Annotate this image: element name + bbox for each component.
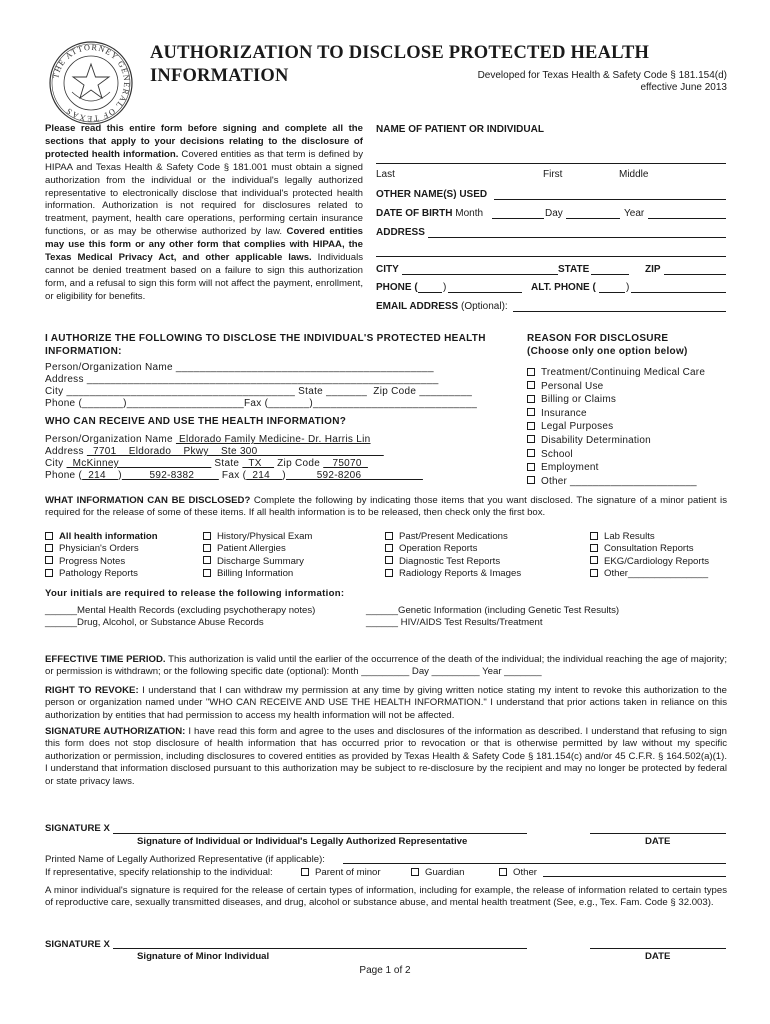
info-option[interactable]: Physician's Orders <box>45 543 158 555</box>
dob-label: DATE OF BIRTH Month <box>376 208 484 219</box>
form-subtitle-code: Developed for Texas Health & Safety Code § 181.154(d) <box>477 70 727 81</box>
address-field-2[interactable] <box>376 256 726 257</box>
receive-city-value: McKinney <box>66 458 212 469</box>
phone-number-field[interactable] <box>448 292 522 293</box>
info-option[interactable]: Lab Results <box>590 531 709 543</box>
city-label: CITY <box>376 264 399 275</box>
initials-mental-health[interactable]: ______Mental Health Records (excluding psychotherapy notes) <box>45 605 316 616</box>
checkbox-icon[interactable] <box>45 532 53 540</box>
initials-drug-alcohol[interactable]: ______Drug, Alcohol, or Substance Abuse Records <box>45 617 264 628</box>
info-option[interactable]: EKG/Cardiology Reports <box>590 556 709 568</box>
relationship-parent[interactable]: Parent of minor <box>301 867 381 879</box>
checkbox-icon[interactable] <box>499 868 507 876</box>
info-option[interactable]: Other_______________ <box>590 568 709 580</box>
page-number: Page 1 of 2 <box>359 965 411 976</box>
authorize-city-line[interactable]: City _______________________________________ State _______ Zip Code _________ <box>45 386 473 397</box>
reason-option-personal[interactable]: Personal Use <box>527 380 737 394</box>
intro-text-2: Individuals cannot be denied treatment based on a failure to sign this authorization form, and a refusal to sign this form will not affect the payment, enrollment, or eligibility for benefits. <box>45 252 364 302</box>
checkbox-icon[interactable] <box>590 544 598 552</box>
checkbox-icon[interactable] <box>527 435 535 443</box>
state-field[interactable] <box>591 274 629 275</box>
receive-fax-area: 214 <box>246 470 283 481</box>
address-field[interactable] <box>428 237 726 238</box>
signature-label: SIGNATURE X <box>45 823 110 834</box>
minor-signature-line[interactable] <box>113 948 527 949</box>
checkbox-icon[interactable] <box>527 476 535 484</box>
form-title: AUTHORIZATION TO DISCLOSE PROTECTED HEALTH INFORMATION <box>150 43 650 87</box>
phone-close-paren: ) <box>443 282 447 293</box>
checkbox-icon[interactable] <box>203 532 211 540</box>
info-option[interactable]: Consultation Reports <box>590 543 709 555</box>
initials-genetic[interactable]: ______Genetic Information (including Genetic Test Results) <box>366 605 620 616</box>
attorney-general-seal <box>48 40 134 126</box>
patient-name-line[interactable] <box>376 163 726 164</box>
phone-area-field[interactable] <box>418 292 442 293</box>
info-option[interactable]: Radiology Reports & Images <box>385 568 521 580</box>
reason-subheading: (Choose only one option below) <box>527 346 688 357</box>
minor-signature-date-line[interactable] <box>590 948 726 949</box>
checkbox-icon[interactable] <box>45 544 53 552</box>
initials-heading: Your initials are required to release the following information: <box>45 588 345 599</box>
dob-day-field[interactable] <box>566 218 620 219</box>
checkbox-icon[interactable] <box>45 569 53 577</box>
dob-day-label: Day <box>545 208 563 219</box>
intro-paragraph <box>45 123 363 304</box>
checkbox-icon[interactable] <box>527 368 535 376</box>
initials-hiv[interactable]: ______ HIV/AIDS Test Results/Treatment <box>366 617 543 628</box>
dob-year-field[interactable] <box>648 218 726 219</box>
info-option[interactable]: Operation Reports <box>385 543 521 555</box>
checkbox-icon[interactable] <box>385 532 393 540</box>
phone-label: PHONE ( <box>376 282 418 293</box>
minor-note-paragraph: A minor individual's signature is required for the release of certain types of information, including for example, the release of information related to certain types of reproductive care, sexually transmitted diseases, and drug, alcohol or substance abuse, and mental health treatment (See, e.g., Tex. Fam. Code § 32.003). <box>45 885 727 909</box>
checkbox-icon[interactable] <box>527 395 535 403</box>
reason-option-disability[interactable]: Disability Determination <box>527 434 737 448</box>
receive-heading: WHO CAN RECEIVE AND USE THE HEALTH INFORMATION? <box>45 416 347 427</box>
info-option[interactable]: Discharge Summary <box>203 556 312 568</box>
checkbox-icon[interactable] <box>527 381 535 389</box>
printed-name-label: Printed Name of Legally Authorized Representative (if applicable): <box>45 854 325 865</box>
intro-text-1: Covered entities as that term is defined by HIPAA and Texas Health & Safety Code § 181.001 must obtain a signed authorization from the individual or the individual's legally authorized representative to electronically disclose that individual's protected health information. Authorization is not required for disclosures related to treatment, payment, health care operations, performing certain insurance functions, or as may be otherwise authorized by law. <box>45 148 363 238</box>
info-option-all[interactable]: All health information <box>45 531 158 543</box>
reason-option-school[interactable]: School <box>527 448 737 462</box>
checkbox-icon[interactable] <box>527 449 535 457</box>
info-option[interactable]: Past/Present Medications <box>385 531 521 543</box>
printed-name-field[interactable] <box>343 863 726 864</box>
zip-label: ZIP <box>645 264 661 275</box>
what-info-paragraph: WHAT INFORMATION CAN BE DISCLOSED? Complete the following by indicating those items that you want disclosed. The signature of a minor patient is required for the release of some of these items. If all health information is to be released, then check only the first box. <box>45 495 727 519</box>
receive-zip-value: 75070 <box>323 458 368 469</box>
checkbox-icon[interactable] <box>203 544 211 552</box>
checkbox-icon[interactable] <box>385 544 393 552</box>
relationship-guardian[interactable]: Guardian <box>411 867 464 879</box>
checkbox-icon[interactable] <box>203 556 211 564</box>
info-option[interactable]: History/Physical Exam <box>203 531 312 543</box>
zip-field[interactable] <box>664 274 726 275</box>
checkbox-icon[interactable] <box>590 556 598 564</box>
info-option[interactable]: Patient Allergies <box>203 543 312 555</box>
checkbox-icon[interactable] <box>590 569 598 577</box>
info-option[interactable]: Pathology Reports <box>45 568 158 580</box>
first-name-label: First <box>543 169 563 180</box>
reason-heading: REASON FOR DISCLOSURE <box>527 333 669 344</box>
relationship-label: If representative, specify relationship to the individual: <box>45 867 273 878</box>
minor-signature-date-label: DATE <box>645 951 671 962</box>
receive-name-line[interactable]: Person/Organization Name Eldorado Family Medicine- Dr. Harris Lin <box>45 434 371 445</box>
email-field[interactable] <box>513 311 726 312</box>
relationship-other-field[interactable] <box>543 876 726 877</box>
alt-phone-close-paren: ) <box>626 282 630 293</box>
receive-phone-number: 592-8382 <box>121 470 219 481</box>
effective-period-paragraph: EFFECTIVE TIME PERIOD. This authorization is valid until the earlier of the occurrence of the death of the individual; the individual reaching the age of majority; or permission is withdrawn; or the following specific date (optional): Month _________ Day _________ Year _______ <box>45 654 727 678</box>
reason-option-legal[interactable]: Legal Purposes <box>527 420 737 434</box>
dob-month-field[interactable] <box>492 218 544 219</box>
other-names-label: OTHER NAME(S) USED <box>376 189 488 200</box>
info-option[interactable]: Diagnostic Test Reports <box>385 556 521 568</box>
checkbox-icon[interactable] <box>203 569 211 577</box>
checkbox-icon[interactable] <box>527 422 535 430</box>
receive-city-line[interactable]: City McKinney State TX Zip Code 75070 <box>45 458 368 469</box>
seal-text: THE ATTORNEY GENERAL OF TEXAS <box>51 42 132 124</box>
checkbox-icon[interactable] <box>411 868 419 876</box>
receive-fax-number: 592-8206 <box>285 470 423 481</box>
reason-option-other[interactable]: Other ______________________ <box>527 475 737 489</box>
checkbox-icon[interactable] <box>527 408 535 416</box>
authorize-address-line[interactable]: Address ____________________________________________________________ <box>45 374 439 385</box>
checkbox-icon[interactable] <box>385 569 393 577</box>
authorize-person-line[interactable]: Person/Organization Name ____________________________________________ <box>45 362 434 373</box>
intro-bold-2: Covered entities may use this form or any other form that complies with HIPAA, the Texas Medical Privacy Act, and other applicable laws. <box>45 226 363 264</box>
signature-line[interactable] <box>113 833 527 834</box>
authorize-heading: I AUTHORIZE THE FOLLOWING TO DISCLOSE THE INDIVIDUAL'S PROTECTED HEALTH INFORMATION: <box>45 333 486 357</box>
checkbox-icon[interactable] <box>301 868 309 876</box>
info-option[interactable]: Progress Notes <box>45 556 158 568</box>
intro-bold-1: Please read this entire form before signing and complete all the sections that apply to your decisions relating to the disclosure of protected health information. <box>45 123 363 160</box>
revoke-paragraph: RIGHT TO REVOKE: I understand that I can withdraw my permission at any time by giving written notice stating my intent to revoke this authorization to the person or organization named under "WHO CAN RECEIVE AND USE THE HEALTH INFORMATION." I understand that prior actions taken in reliance on this authorization by entities that had permission to access my health information will not be affected. <box>45 685 727 721</box>
reason-option-employment[interactable]: Employment <box>527 461 737 475</box>
alt-phone-number-field[interactable] <box>631 292 726 293</box>
checkbox-icon[interactable] <box>527 463 535 471</box>
checkbox-icon[interactable] <box>385 556 393 564</box>
receive-address-value: 7701 Eldorado Pkwy Ste 300 <box>86 446 384 457</box>
dob-year-label: Year <box>624 208 645 219</box>
reason-options <box>527 366 737 488</box>
signature-caption: Signature of Individual or Individual's Legally Authorized Representative <box>137 836 468 847</box>
minor-signature-caption: Signature of Minor Individual <box>137 951 270 962</box>
state-label: STATE <box>558 264 590 275</box>
receive-address-line[interactable]: Address 7701 Eldorado Pkwy Ste 300 <box>45 446 384 457</box>
svg-text:THE ATTORNEY GENERAL OF TEXAS <box>51 43 131 123</box>
other-names-field[interactable] <box>494 199 726 200</box>
form-subtitle-date: effective June 2013 <box>640 82 727 93</box>
city-field[interactable] <box>402 274 558 275</box>
info-option[interactable]: Billing Information <box>203 568 312 580</box>
signature-date-label: DATE <box>645 836 671 847</box>
relationship-other[interactable]: Other <box>499 867 537 879</box>
authorize-phone-line[interactable]: Phone (_______)____________________Fax (_______)____________________________ <box>45 398 478 409</box>
checkbox-icon[interactable] <box>590 532 598 540</box>
receive-phone-area: 214 <box>82 470 119 481</box>
signature-date-line[interactable] <box>590 833 726 834</box>
minor-signature-label: SIGNATURE X <box>45 939 110 950</box>
address-label: ADDRESS <box>376 227 425 238</box>
email-label: EMAIL ADDRESS (Optional): <box>376 301 508 312</box>
checkbox-icon[interactable] <box>45 556 53 564</box>
receive-state-value: TX <box>242 458 275 469</box>
alt-phone-label: ALT. PHONE ( <box>531 282 596 293</box>
middle-name-label: Middle <box>619 169 649 180</box>
last-name-label: Last <box>376 169 395 180</box>
receive-phone-line[interactable]: Phone ( 214 ) 592-8382 Fax ( 214 ) 592-8206 <box>45 470 423 481</box>
receive-name-value: Eldorado Family Medicine- Dr. Harris Lin <box>175 434 371 445</box>
reason-option-insurance[interactable]: Insurance <box>527 407 737 421</box>
reason-option-treatment[interactable]: Treatment/Continuing Medical Care <box>527 366 737 380</box>
patient-name-heading: NAME OF PATIENT OR INDIVIDUAL <box>376 124 544 135</box>
alt-phone-area-field[interactable] <box>599 292 625 293</box>
signature-authorization-paragraph: SIGNATURE AUTHORIZATION: I have read this form and agree to the uses and disclosures of the information as described. I understand that refusing to sign this form does not stop disclosure of health information that has occurred prior to revocation or that is otherwise permitted by law without my specific authorization or permission, including disclosures to covered entities as provided by Texas Health & Safety Code § 181.154(c) and/or 45 C.F.R. § 164.502(a)(1). I understand that information disclosed pursuant to this authorization may be subject to re-disclosure by the recipient and may no longer be protected by federal or state privacy laws. <box>45 726 727 787</box>
reason-option-billing[interactable]: Billing or Claims <box>527 393 737 407</box>
